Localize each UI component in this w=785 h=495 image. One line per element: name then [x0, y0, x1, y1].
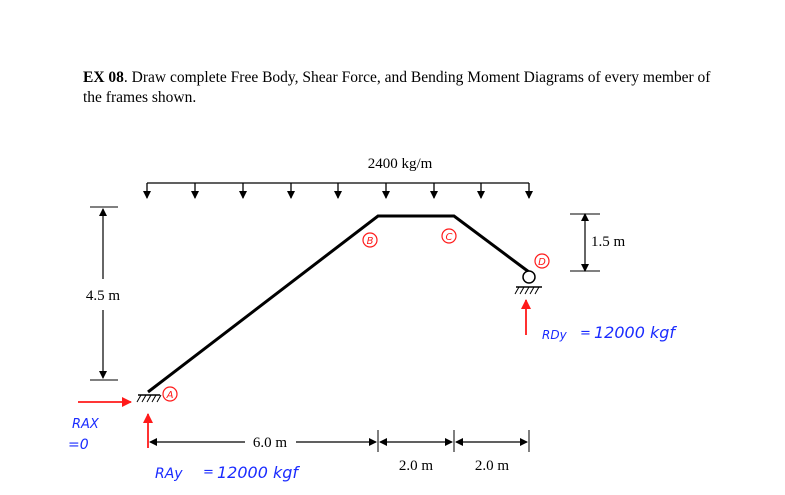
node-label-d: [535, 254, 549, 268]
load-label: 2400 kg/m: [367, 156, 433, 172]
dim-span-2-label: 2.0 m: [398, 458, 434, 474]
dim-height-right-label: 1.5 m: [591, 234, 626, 250]
ray-eq: =: [203, 465, 214, 480]
dimension-spans: [150, 430, 529, 452]
distributed-load: [147, 183, 529, 198]
problem-label: EX 08: [83, 69, 124, 86]
ray-label: RAy: [155, 466, 183, 482]
node-label-a: [163, 387, 177, 401]
node-label-b: [363, 233, 377, 247]
node-d-text: D: [538, 257, 546, 268]
node-a-text: A: [166, 390, 174, 401]
dim-span-1-label: 6.0 m: [252, 435, 288, 451]
support-d: [515, 271, 542, 294]
support-a: [137, 395, 161, 402]
ray-value: 12000 kgf: [217, 463, 299, 482]
node-c-text: C: [445, 232, 453, 243]
rax-value: =0: [68, 437, 89, 453]
rdy-eq: =: [580, 326, 591, 341]
frame-members: [148, 216, 529, 392]
node-label-c: [442, 229, 456, 243]
problem-text: . Draw complete Free Body, Shear Force, and Bending Moment Diagrams of every member of the frames shown.: [83, 69, 711, 106]
rdy-value: 12000 kgf: [594, 323, 676, 342]
rdy-label: RDy: [542, 328, 567, 342]
node-b-text: B: [366, 236, 374, 247]
dim-span-3-label: 2.0 m: [474, 458, 510, 474]
dim-height-total-label: 4.5 m: [85, 288, 121, 304]
rax-label: RAX: [72, 417, 99, 432]
